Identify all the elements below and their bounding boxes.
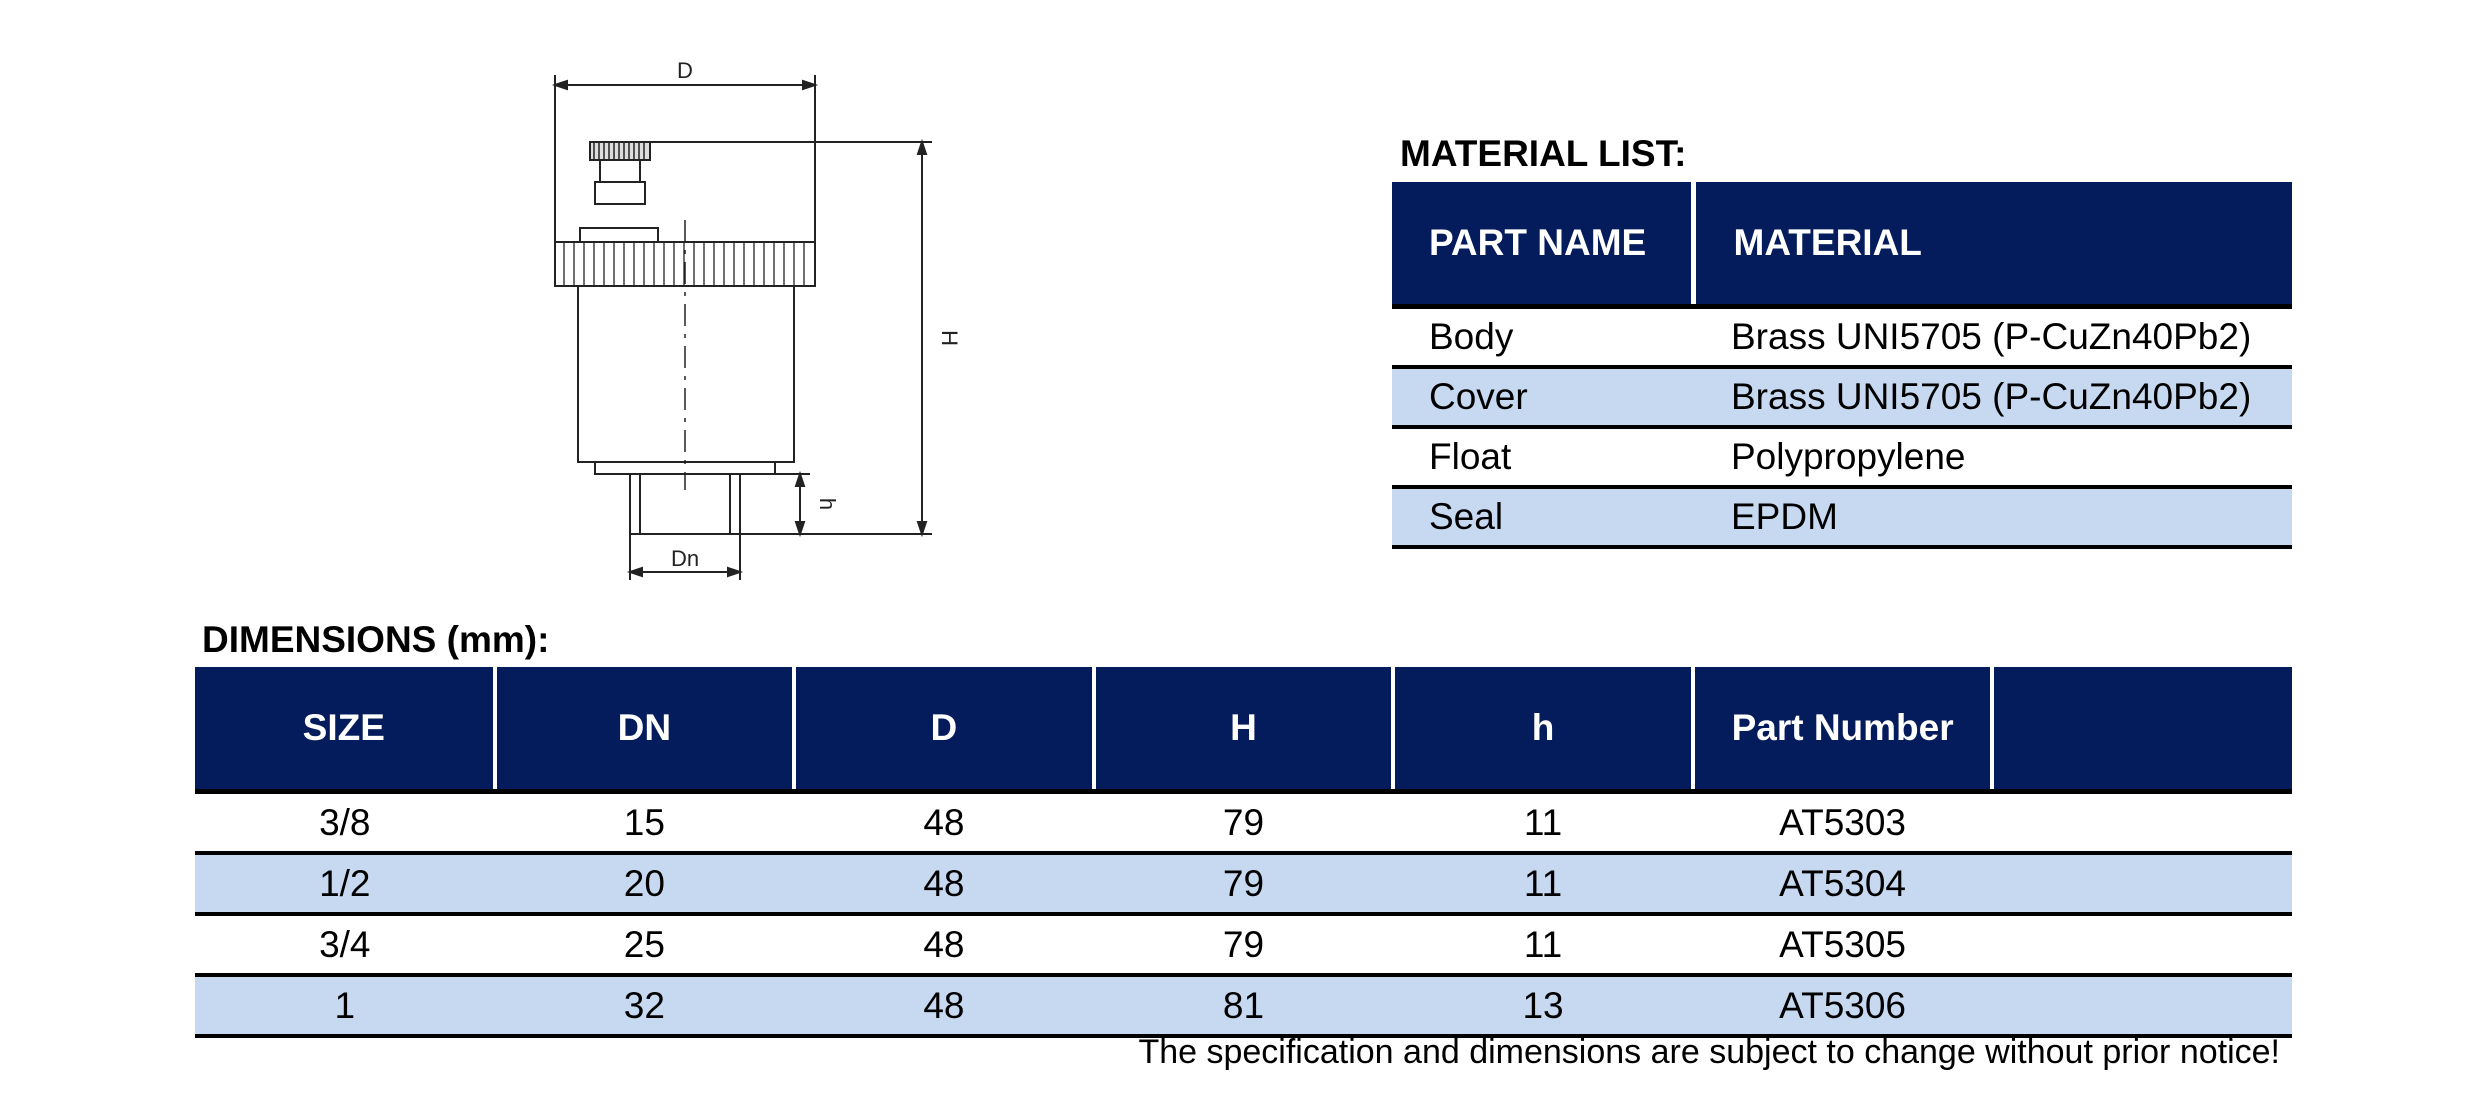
header-part-name: PART NAME [1392,182,1693,307]
part-name-cell: Body [1392,307,1693,368]
material-cell: Brass UNI5705 (P-CuZn40Pb2) [1693,367,2292,427]
size-cell: 3/4 [195,914,495,975]
material-row [1392,487,2292,547]
part-name-cell: Cover [1392,367,1693,427]
part-number-cell: AT5303 [1693,792,1993,854]
label-dn: Dn [670,546,700,571]
header-size: SIZE [195,667,495,792]
material-list-title: MATERIAL LIST: [1400,133,1687,174]
h-total-cell: 81 [1094,975,1394,1036]
dimensions-table [195,667,2292,1038]
header-part-number: Part Number [1693,667,1993,792]
material-row [1392,367,2292,427]
h-total-cell: 79 [1094,792,1394,854]
change-notice: The specification and dimensions are subject to change without prior notice! [1138,1033,2280,1071]
dn-cell: 20 [495,853,795,914]
label-h-thread: h [815,497,840,511]
material-row [1392,307,2292,368]
header-material: MATERIAL [1693,182,2292,307]
size-cell: 1 [195,975,495,1036]
header-d: D [794,667,1094,792]
d-cell: 48 [794,792,1094,854]
part-number-cell: AT5306 [1693,975,1993,1036]
dimensions-header-row [195,667,2292,792]
header-h-thread: h [1393,667,1693,792]
header-blank [1992,667,2292,792]
material-cell: EPDM [1693,487,2292,547]
header-h-total: H [1094,667,1394,792]
material-cell: Brass UNI5705 (P-CuZn40Pb2) [1693,307,2292,368]
dimensions-row [195,853,2292,914]
part-number-cell: AT5305 [1693,914,1993,975]
dn-cell: 32 [495,975,795,1036]
part-number-cell: AT5304 [1693,853,1993,914]
h-thread-cell: 13 [1393,975,1693,1036]
blank-cell [1992,792,2292,854]
h-thread-cell: 11 [1393,853,1693,914]
h-total-cell: 79 [1094,853,1394,914]
dimensions-row [195,914,2292,975]
h-thread-cell: 11 [1393,792,1693,854]
h-thread-cell: 11 [1393,914,1693,975]
d-cell: 48 [794,975,1094,1036]
size-cell: 3/8 [195,792,495,854]
blank-cell [1992,914,2292,975]
d-cell: 48 [794,914,1094,975]
material-row [1392,427,2292,487]
blank-cell [1992,975,2292,1036]
dimensions-title: DIMENSIONS (mm): [202,619,550,660]
dn-cell: 25 [495,914,795,975]
size-cell: 1/2 [195,853,495,914]
header-dn: DN [495,667,795,792]
label-d: D [677,58,693,83]
product-drawing [520,50,1040,610]
dimensions-row [195,975,2292,1036]
dimensions-row [195,792,2292,854]
blank-cell [1992,853,2292,914]
material-table [1392,182,2292,549]
h-total-cell: 79 [1094,914,1394,975]
d-cell: 48 [794,853,1094,914]
material-cell: Polypropylene [1693,427,2292,487]
label-h-total: H [937,330,962,346]
material-header-row [1392,182,2292,307]
dn-cell: 15 [495,792,795,854]
part-name-cell: Seal [1392,487,1693,547]
part-name-cell: Float [1392,427,1693,487]
